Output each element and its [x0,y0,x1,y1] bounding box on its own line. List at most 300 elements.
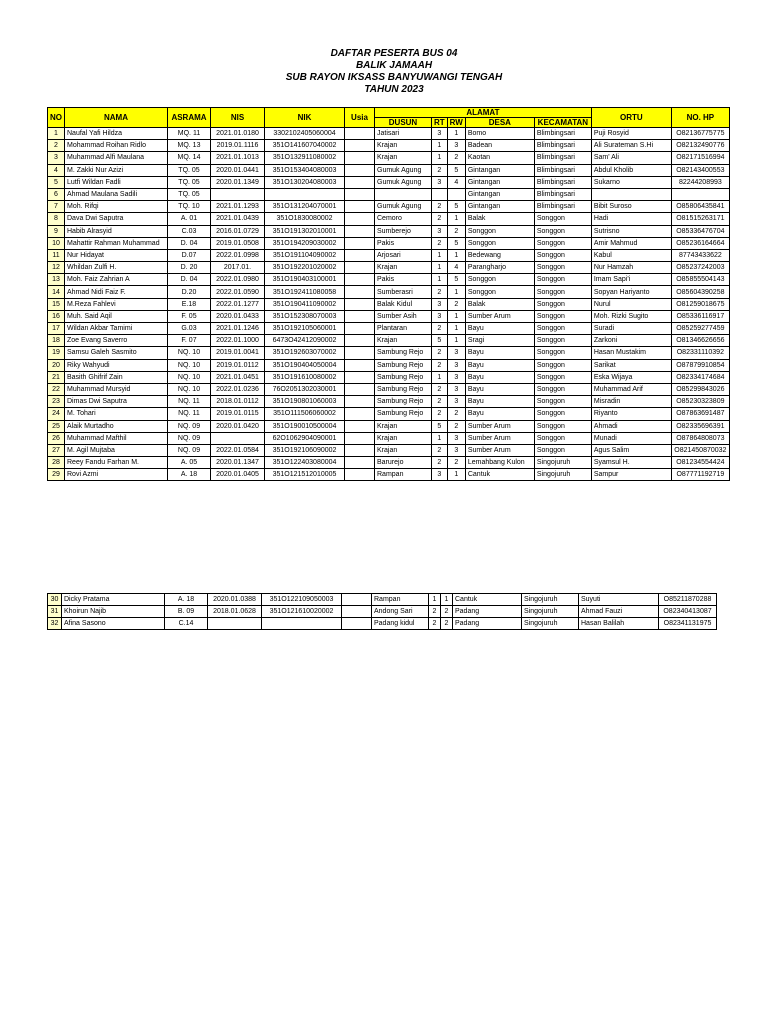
cell-kecamatan: Singojuruh [534,457,591,469]
cell-asrama: E.18 [168,298,211,310]
cell-rw: 5 [447,237,465,249]
cell-dusun: Sambung Rejo [375,371,432,383]
cell-rw: 3 [447,396,465,408]
cell-rw: 1 [447,128,465,140]
header-nis: NIS [211,108,265,128]
cell-rt: 1 [432,262,448,274]
cell-usia [345,359,375,371]
cell-rw: 1 [447,249,465,261]
cell-nis: 2022.01.0584 [211,444,265,456]
cell-nis: 2020.01.0420 [211,420,265,432]
cell-nik: 351O190403100001 [265,274,345,286]
cell-rt: 2 [432,237,448,249]
cell-dusun [375,188,432,200]
cell-ortu: Munadi [591,432,671,444]
cell-nama: Alaik Murtadho [65,420,168,432]
cell-kecamatan: Songgon [534,249,591,261]
cell-nis: 2021.01.1246 [211,323,265,335]
cell-ortu: Kabul [591,249,671,261]
cell-usia [345,249,375,261]
cell-dusun: Rampan [375,469,432,481]
cell-hp: O82143400553 [671,164,729,176]
cell-no: 3 [48,152,65,164]
cell-nik: 351O141607040002 [265,140,345,152]
cell-ortu: Syamsul H. [591,457,671,469]
cell-nis: 2022.01.1000 [211,335,265,347]
cell-rw: 2 [447,408,465,420]
cell-desa: Sragi [465,335,534,347]
table-row [48,347,730,359]
cell-asrama: A. 18 [168,469,211,481]
table-row [48,323,730,335]
cell-hp: O82334174684 [671,371,729,383]
cell-nis: 2016.01.0729 [211,225,265,237]
cell-dusun: Andong Sari [372,606,429,618]
cell-asrama: NQ. 10 [168,383,211,395]
cell-kecamatan: Songgon [534,444,591,456]
cell-hp: 87743433622 [671,249,729,261]
cell-rw: 1 [441,594,453,606]
cell-ortu: Moh. Rizki Sugito [591,310,671,322]
cell-kecamatan: Songgon [534,371,591,383]
subtitle-line: BALIK JAMAAH [355,60,433,71]
cell-dusun: Barurejo [375,457,432,469]
cell-dusun: Sambung Rejo [375,396,432,408]
cell-rt: 2 [432,457,448,469]
table-row [48,164,730,176]
cell-rw: 2 [447,457,465,469]
cell-hp: O87771192719 [671,469,729,481]
cell-asrama: B. 09 [165,606,208,618]
cell-nik: 351O191610080002 [265,371,345,383]
table-row [48,225,730,237]
cell-asrama: MQ. 13 [168,140,211,152]
cell-nis: 2021.01.1013 [211,152,265,164]
cell-rw: 3 [447,371,465,383]
cell-rw: 3 [447,140,465,152]
cell-hp: O87863691487 [671,408,729,420]
cell-nis: 2022.01.0980 [211,274,265,286]
cell-kecamatan: Songgon [534,396,591,408]
cell-nik: 351O192603070002 [265,347,345,359]
cell-usia [345,225,375,237]
table-row [48,128,730,140]
cell-nis: 2020.01.0388 [208,594,262,606]
cell-desa: Bedewang [465,249,534,261]
cell-rt: 1 [429,594,441,606]
cell-dusun: Krajan [375,420,432,432]
cell-nik: 351O153404080003 [265,164,345,176]
cell-kecamatan: Songgon [534,237,591,249]
table-row [48,188,730,200]
cell-desa: Balak [465,213,534,225]
header-nik: NIK [265,108,345,128]
cell-usia [345,274,375,286]
cell-kecamatan: Songgon [534,335,591,347]
cell-hp: O81515263171 [671,213,729,225]
cell-nis: 2019.01.0112 [211,359,265,371]
cell-nik: 351O122403080004 [265,457,345,469]
cell-usia [345,420,375,432]
cell-rt: 5 [432,335,448,347]
cell-asrama: D.07 [168,249,211,261]
cell-nama: Habib Alrasyid [65,225,168,237]
cell-desa: Sumber Arum [465,432,534,444]
cell-desa: Sumber Arum [465,444,534,456]
cell-desa: Sumber Arum [465,420,534,432]
cell-desa: Gintangan [465,176,534,188]
cell-rw: 5 [447,274,465,286]
cell-usia [345,286,375,298]
cell-ortu: Zarkoni [591,335,671,347]
cell-desa: Sumber Arum [465,310,534,322]
cell-nik: 62O1062904090001 [265,432,345,444]
cell-rw: 2 [441,618,453,630]
cell-no: 25 [48,420,65,432]
cell-hp: O82171516994 [671,152,729,164]
cell-asrama: NQ. 09 [168,432,211,444]
cell-rt: 3 [432,176,448,188]
cell-rw: 1 [447,286,465,298]
cell-nik: 351O192105060001 [265,323,345,335]
cell-nama: Mohammad Roihan Ridlo [65,140,168,152]
cell-kecamatan: Songgon [534,323,591,335]
cell-kecamatan: Blimbingsari [534,176,591,188]
cell-dusun: Balak Kidul [375,298,432,310]
table-row [48,274,730,286]
cell-desa: Songgon [465,225,534,237]
cell-kecamatan: Blimbingsari [534,152,591,164]
cell-usia [345,298,375,310]
cell-usia [345,176,375,188]
cell-rw: 1 [447,335,465,347]
cell-rw: 3 [447,444,465,456]
cell-hp: O82335696391 [671,420,729,432]
cell-dusun: Krajan [375,432,432,444]
cell-ortu: Imam Sapi'i [591,274,671,286]
table-row [48,176,730,188]
cell-rw: 3 [447,432,465,444]
table-row [48,140,730,152]
table-row [48,444,730,456]
cell-nama: Zoe Evang Saverro [65,335,168,347]
table-row [48,420,730,432]
cell-nama: Basith Ghifrif Zain [65,371,168,383]
header-kecamatan: KECAMATAN [534,118,591,128]
cell-nama: Afina Sasono [62,618,165,630]
cell-rt: 5 [432,420,448,432]
cell-rw: 2 [447,420,465,432]
cell-desa: Songgon [465,286,534,298]
cell-kecamatan: Blimbingsari [534,128,591,140]
cell-desa: Bomo [465,128,534,140]
cell-no: 18 [48,335,65,347]
cell-no: 26 [48,432,65,444]
cell-hp: O85237242003 [671,262,729,274]
cell-usia [345,432,375,444]
cell-ortu: Amir Mahmud [591,237,671,249]
cell-asrama: NQ. 11 [168,408,211,420]
cell-nis: 2022.01.1277 [211,298,265,310]
cell-nik: 6473O42412090002 [265,335,345,347]
cell-nama: Ahmad Nidi Faiz F. [65,286,168,298]
cell-rw: 4 [447,262,465,274]
cell-asrama: NQ. 10 [168,359,211,371]
participants-table-continued [47,593,717,630]
cell-rw: 3 [447,383,465,395]
cell-dusun: Gumuk Agung [375,176,432,188]
cell-rw: 1 [447,323,465,335]
cell-desa: Bayu [465,347,534,359]
cell-nama: Muhammad Alfi Maulana [65,152,168,164]
cell-nik: 351O191104090002 [265,249,345,261]
cell-dusun: Gumuk Agung [375,164,432,176]
cell-no: 29 [48,469,65,481]
cell-nama: Mahattir Rahman Muhammad [65,237,168,249]
cell-asrama: A. 01 [168,213,211,225]
cell-usia [342,594,372,606]
cell-kecamatan: Songgon [534,420,591,432]
cell-nik: 351O152308070003 [265,310,345,322]
cell-desa: Gintangan [465,201,534,213]
cell-nama: Dava Dwi Saputra [65,213,168,225]
table-row [48,249,730,261]
cell-asrama: D. 20 [168,262,211,274]
table-row [48,408,730,420]
cell-nama: Muhammad Mafthil [65,432,168,444]
cell-kecamatan: Singojuruh [522,606,579,618]
cell-ortu: Sutrisno [591,225,671,237]
cell-hp: O85230323809 [671,396,729,408]
cell-kecamatan: Blimbingsari [534,164,591,176]
cell-kecamatan: Songgon [534,347,591,359]
cell-nis: 2019.01.1116 [211,140,265,152]
cell-nik: 351O192106090002 [265,444,345,456]
cell-nik: 351O192201020002 [265,262,345,274]
cell-dusun: Gumuk Agung [375,201,432,213]
cell-hp: O85855504143 [671,274,729,286]
cell-nama: Moh. Faiz Zahrian A [65,274,168,286]
table-row [48,298,730,310]
cell-nama: M. Agil Mujtaba [65,444,168,456]
cell-dusun: Padang kidul [372,618,429,630]
cell-usia [345,396,375,408]
cell-rt: 3 [432,225,448,237]
cell-nis: 2022.01.0998 [211,249,265,261]
cell-dusun: Krajan [375,262,432,274]
table-row [48,383,730,395]
cell-hp: O82136775775 [671,128,729,140]
cell-nik: 3302102405060004 [265,128,345,140]
table-row [48,201,730,213]
cell-no: 19 [48,347,65,359]
cell-usia [345,383,375,395]
participants-table-body [48,128,730,481]
cell-nama: Rovi Azmi [65,469,168,481]
cell-nik: 351O132911080002 [265,152,345,164]
cell-rt: 2 [432,201,448,213]
cell-hp: O85299843026 [671,383,729,395]
table-row [48,359,730,371]
cell-no: 21 [48,371,65,383]
cell-nik: 351O121610020002 [262,606,342,618]
cell-nik: 351O121512010005 [265,469,345,481]
cell-asrama: NQ. 09 [168,444,211,456]
cell-hp: O87864808073 [671,432,729,444]
cell-kecamatan: Singojuruh [522,594,579,606]
cell-asrama: TQ. 05 [168,164,211,176]
cell-hp: O85259277459 [671,323,729,335]
cell-no: 17 [48,323,65,335]
cell-no: 5 [48,176,65,188]
cell-usia [345,457,375,469]
cell-no: 12 [48,262,65,274]
cell-ortu: Riyanto [591,408,671,420]
table-row [48,457,730,469]
cell-nik [262,618,342,630]
document-title-block [0,48,768,96]
cell-rw: 1 [447,469,465,481]
cell-nik: 351O191302010001 [265,225,345,237]
cell-rw [447,188,465,200]
cell-rt [432,188,448,200]
cell-asrama: F. 07 [168,335,211,347]
cell-desa: Cantuk [465,469,534,481]
cell-desa: Kaotan [465,152,534,164]
cell-rt: 3 [432,128,448,140]
cell-no: 7 [48,201,65,213]
cell-kecamatan: Singojuruh [522,618,579,630]
cell-nik: 351O190801060003 [265,396,345,408]
cell-no: 30 [48,594,62,606]
cell-rw: 2 [447,152,465,164]
cell-kecamatan: Blimbingsari [534,201,591,213]
cell-nama: Samsu Galeh Sasmito [65,347,168,359]
cell-dusun: Krajan [375,140,432,152]
cell-ortu: Agus Salim [591,444,671,456]
header-ortu: ORTU [591,108,671,128]
cell-no: 31 [48,606,62,618]
cell-ortu: Puji Rosyid [591,128,671,140]
cell-usia [345,213,375,225]
cell-asrama: TQ. 05 [168,176,211,188]
header-hp: NO. HP [671,108,729,128]
cell-nama: Dimas Dwi Saputra [65,396,168,408]
cell-usia [345,408,375,420]
cell-rt: 1 [432,432,448,444]
cell-nis [211,432,265,444]
cell-nik: 351O194209030002 [265,237,345,249]
cell-rw: 1 [447,310,465,322]
cell-rw: 4 [447,176,465,188]
cell-dusun: Plantaran [375,323,432,335]
cell-rt: 2 [432,323,448,335]
cell-nis: 2020.01.0405 [211,469,265,481]
header-nama: NAMA [65,108,168,128]
cell-ortu: Sukarno [591,176,671,188]
cell-no: 1 [48,128,65,140]
cell-ortu [591,188,671,200]
cell-hp: O82132490776 [671,140,729,152]
cell-desa: Badean [465,140,534,152]
cell-nama: M.Reza Fahlevi [65,298,168,310]
cell-no: 10 [48,237,65,249]
cell-ortu: Sampur [591,469,671,481]
cell-nis: 2021.01.0439 [211,213,265,225]
cell-hp: 82244208993 [671,176,729,188]
cell-dusun: Pakis [375,237,432,249]
subtitle-line: TAHUN 2023 [364,84,424,95]
cell-nama: Riky Wahyudi [65,359,168,371]
cell-dusun: Sumberejo [375,225,432,237]
cell-nis: 2020.01.0441 [211,164,265,176]
cell-asrama: A. 05 [168,457,211,469]
cell-dusun: Arjosari [375,249,432,261]
cell-nis: 2022.01.0236 [211,383,265,395]
cell-asrama: D.20 [168,286,211,298]
cell-desa: Lemahbang Kulon [465,457,534,469]
cell-dusun: Sambung Rejo [375,408,432,420]
cell-rt: 2 [432,164,448,176]
cell-no: 16 [48,310,65,322]
subtitle-line: SUB RAYON IKSASS BANYUWANGI TENGAH [285,72,503,83]
cell-desa: Cantuk [453,594,522,606]
cell-desa: Bayu [465,359,534,371]
cell-nama: Muh. Said Aqil [65,310,168,322]
cell-kecamatan: Blimbingsari [534,140,591,152]
cell-dusun: Sambung Rejo [375,383,432,395]
cell-kecamatan: Songgon [534,408,591,420]
cell-nik: 76O2051302030001 [265,383,345,395]
cell-nama: Dicky Pratama [62,594,165,606]
cell-no: 32 [48,618,62,630]
cell-usia [345,262,375,274]
cell-hp: O85806435841 [671,201,729,213]
cell-nik: 351O111506060002 [265,408,345,420]
cell-no: 27 [48,444,65,456]
table-row [48,335,730,347]
cell-hp: O81259018675 [671,298,729,310]
cell-dusun: Sumber Asih [375,310,432,322]
cell-no: 24 [48,408,65,420]
cell-hp: O85211870288 [659,594,717,606]
cell-nis [211,188,265,200]
cell-nama: Ahmad Maulana Sadili [65,188,168,200]
cell-no: 15 [48,298,65,310]
header-desa: DESA [465,118,534,128]
cell-dusun: Rampan [372,594,429,606]
cell-ortu: Ahmad Fauzi [579,606,659,618]
cell-nis: 2021.01.0451 [211,371,265,383]
cell-no: 4 [48,164,65,176]
cell-kecamatan: Blimbingsari [534,188,591,200]
table-row [48,396,730,408]
cell-nama: Lutfi Wildan Fadli [65,176,168,188]
title-line: DAFTAR PESERTA BUS 04 [330,48,458,59]
cell-rt: 3 [432,298,448,310]
cell-ortu: Nur Hamzah [591,262,671,274]
cell-ortu: Hasan Balilah [579,618,659,630]
cell-no: 9 [48,225,65,237]
cell-nama: Muhammad Mursyid [65,383,168,395]
cell-usia [342,618,372,630]
cell-rw: 5 [447,164,465,176]
cell-nis: 2021.01.1293 [211,201,265,213]
cell-asrama: A. 18 [165,594,208,606]
cell-rt: 2 [432,396,448,408]
cell-desa: Bayu [465,408,534,420]
cell-ortu: Sarikat [591,359,671,371]
